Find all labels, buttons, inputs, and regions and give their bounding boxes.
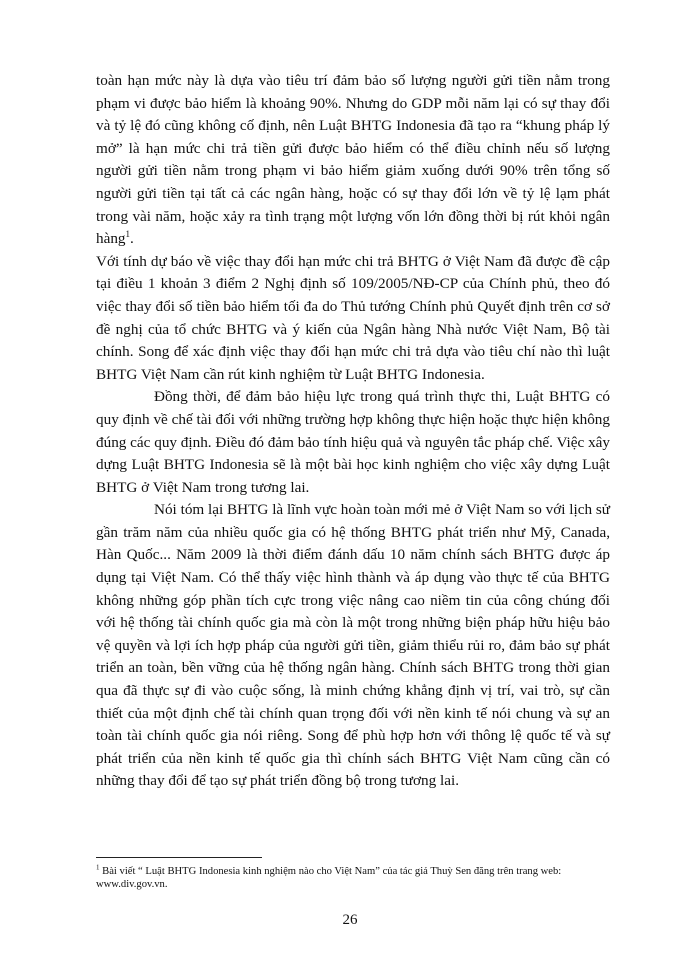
paragraph-1-text: toàn hạn mức này là dựa vào tiêu trí đảm bảo số lượng người gửi tiền nằm trong phạm vi được bảo hiểm là khoảng 90%. Nhưng do GDP mỗi năm lại có sự thay đổi và tỷ lệ đó cũng không cố định, nên Luật BHTG Indonesia đã tạo ra “khung pháp lý mở” là hạn mức chi trả tiền gửi được bảo hiểm có thể điều chỉnh nếu số lượng người gửi tiền nằm trong phạm vi bảo hiểm giảm xuống dưới 90% trên tổng số người gửi tiền tại tất cả các ngân hàng, hoặc có sự thay đổi lớn về tỷ lệ lạm phát trong vài năm, hoặc xảy ra tình trạng một lượng vốn lớn đồng thời bị rút khỏi ngân hàng — [96, 72, 610, 248]
page-number: 26 — [342, 912, 358, 928]
paragraph-3: Đồng thời, để đảm bảo hiệu lực trong quá trình thực thi, Luật BHTG có quy định về chế tài đối với những trường hợp không thực hiện hoặc thực hiện không đúng các quy định. Điều đó đảm bảo tính hiệu quả và nguyên tắc pháp chế. Việc xây dựng Luật BHTG Indonesia sẽ là một bài học kinh nghiệm cho việc xây dựng Luật BHTG ở Việt Nam trong tương lai. — [96, 388, 610, 496]
paragraph-4: Nói tóm lại BHTG là lĩnh vực hoàn toàn mới mẻ ở Việt Nam so với lịch sử gần trăm năm của nhiều quốc gia có hệ thống BHTG phát triển như Mỹ, Canada, Hàn Quốc... Năm 2009 là thời điểm đánh dấu 10 năm chính sách BHTG được áp dụng tại Việt Nam. Có thể thấy việc hình thành và áp dụng vào thực tế của BHTG không những góp phần tích cực trong việc nâng cao niềm tin của công chúng đối với hệ thống tài chính quốc gia mà còn là một trong những biện pháp hữu hiệu bảo vệ quyền và lợi ích hợp pháp của người gửi tiền, giảm thiểu rủi ro, đảm bảo sự phát triển an toàn, bền vững của hệ thống ngân hàng. Chính sách BHTG trong thời gian qua đã thực sự đi vào cuộc sống, là minh chứng khẳng định vị trí, vai trò, sự cần thiết của một định chế tài chính quan trọng đối với nền kinh tế nói chung và sự an toàn tài chính quốc gia nói riêng. Song để phù hợp hơn với thông lệ quốc tế và sự phát triển của nền kinh tế quốc gia thì chính sách BHTG Việt Nam cũng cần có những thay đổi để tạo sự phát triển đồng bộ trong tương lai. — [96, 501, 610, 790]
body-text — [96, 70, 610, 793]
paragraph-1-tail: . — [130, 230, 134, 248]
footnote-number: 1 — [96, 863, 100, 872]
footnote-separator — [96, 857, 262, 858]
paragraph-2: Với tính dự báo về việc thay đổi hạn mức chi trả BHTG ở Việt Nam đã được đề cập tại điều 1 khoản 3 điểm 2 Nghị định số 109/2005/NĐ-CP của Chính phủ, theo đó việc thay đổi số tiền bảo hiểm tối đa do Thủ tướng Chính phủ Quyết định trên cơ sở đề nghị của tổ chức BHTG và ý kiến của Ngân hàng Nhà nước Việt Nam, Bộ tài chính. Song để xác định việc thay đổi hạn mức chi trả dựa vào tiêu chí nào thì luật BHTG Việt Nam cần rút kinh nghiệm từ Luật BHTG Indonesia. — [96, 252, 610, 383]
footnote — [96, 865, 610, 891]
paragraph-1 — [96, 70, 610, 251]
footnote-text: Bài viết “ Luật BHTG Indonesia kinh nghiệm nào cho Việt Nam” của tác giả Thuỳ Sen đăng trên trang web: www.div.gov.vn. — [96, 866, 562, 890]
footnote-reference[interactable]: 1 — [125, 229, 131, 240]
